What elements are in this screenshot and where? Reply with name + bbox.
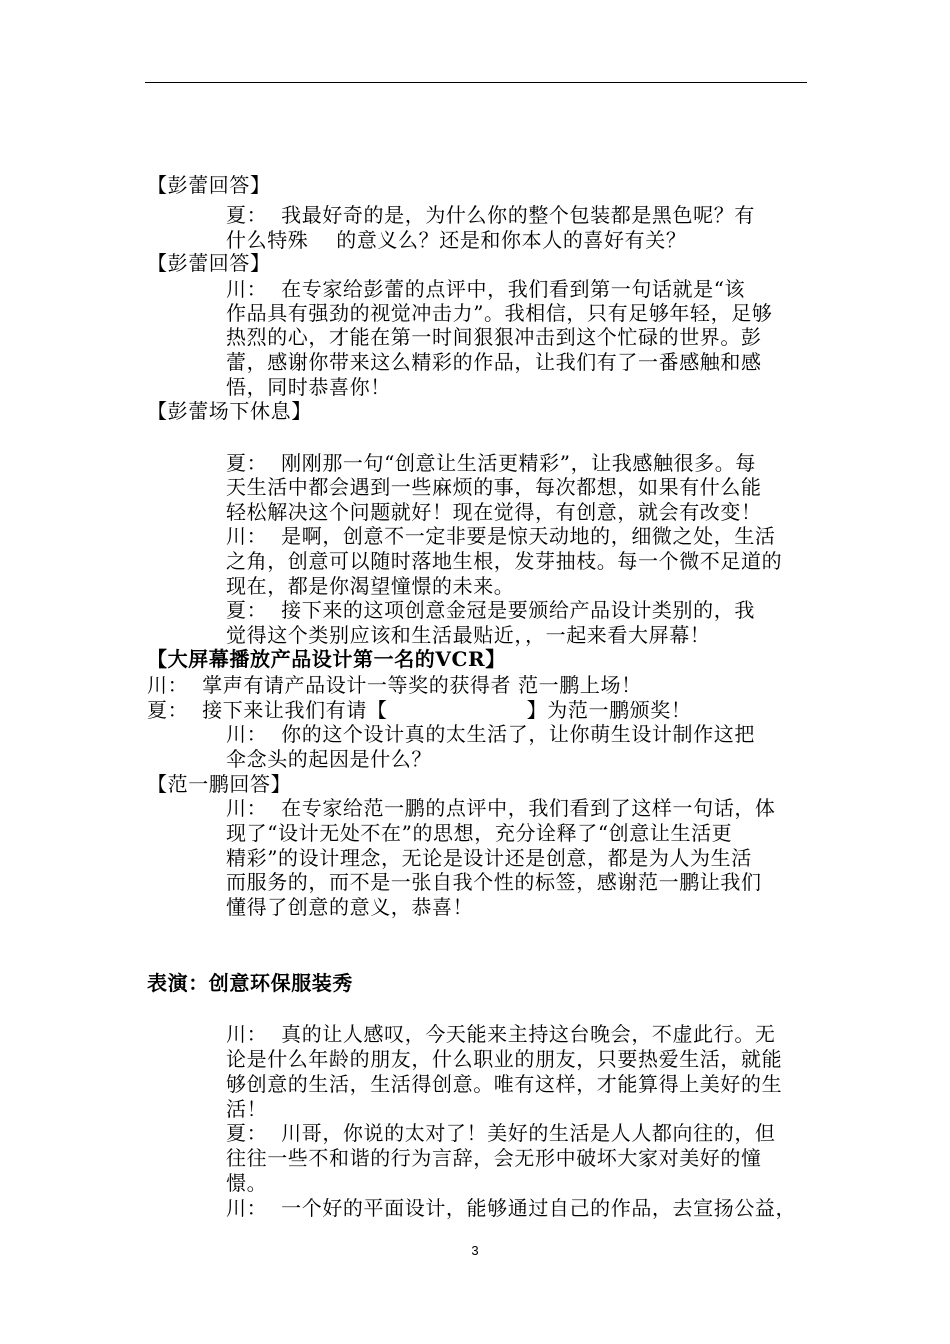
dialogue-line: 往往一些不和谐的行为言辞，会无形中破坏大家对美好的憧	[226, 1146, 762, 1170]
dialogue-line: 川： 真的让人感叹，今天能来主持这台晚会，不虚此行。无	[226, 1022, 776, 1046]
dialogue-line: 作品具有强劲的视觉冲击力”。我相信，只有足够年轻，足够	[226, 301, 773, 325]
dialogue-line: 川： 掌声有请产品设计一等奖的获得者 范一鹏上场！	[147, 673, 642, 697]
dialogue-line: 够创意的生活，生活得创意。唯有这样，才能算得上美好的生	[226, 1072, 783, 1096]
dialogue-line: 川： 是啊，创意不一定非要是惊天动地的，细微之处，生活	[226, 524, 776, 548]
dialogue-line: 夏： 川哥，你说的太对了！美好的生活是人人都向往的，但	[226, 1121, 776, 1145]
dialogue-line: 蕾，感谢你带来这么精彩的作品，让我们有了一番感触和感	[226, 350, 762, 374]
dialogue-line: 川： 在专家给范一鹏的点评中，我们看到了这样一句话，体	[226, 796, 776, 820]
dialogue-line: 轻松解决这个问题就好！现在觉得，有创意，就会有改变！	[226, 500, 762, 524]
dialogue-line: 什么特殊 的意义么？还是和你本人的喜好有关？	[226, 228, 687, 252]
dialogue-line: 论是什么年龄的朋友，什么职业的朋友，只要热爱生活，就能	[226, 1047, 783, 1071]
dialogue-line: 夏： 接下来让我们有请【 】为范一鹏颁奖！	[147, 698, 692, 722]
dialogue-line: 天生活中都会遇到一些麻烦的事，每次都想，如果有什么能	[226, 475, 762, 499]
dialogue-line: 川： 在专家给彭蕾的点评中，我们看到第一句话就是“该	[226, 277, 746, 301]
stage-direction: 【彭蕾回答】	[147, 173, 271, 197]
dialogue-line: 现了“设计无处不在”的思想，充分诠释了“创意让生活更	[226, 821, 733, 845]
dialogue-line: 热烈的心，才能在第一时间狠狠冲击到这个忙碌的世界。彭	[226, 325, 762, 349]
section-heading: 表演：创意环保服装秀	[147, 971, 353, 995]
stage-direction-vcr: 【大屏幕播放产品设计第一名的VCR】	[147, 647, 506, 671]
dialogue-line: 而服务的，而不是一张自我个性的标签，感谢范一鹏让我们	[226, 870, 762, 894]
dialogue-line: 悟，同时恭喜你！	[226, 375, 391, 399]
dialogue-line: 憬。	[226, 1171, 268, 1195]
dialogue-line: 夏： 我最好奇的是，为什么你的整个包装都是黑色呢？有	[226, 203, 755, 227]
dialogue-line: 川： 你的这个设计真的太生活了，让你萌生设计制作这把	[226, 722, 755, 746]
stage-direction: 【彭蕾回答】	[147, 251, 271, 275]
dialogue-line: 之角，创意可以随时落地生根，发芽抽枝。每一个微不足道的	[226, 549, 783, 573]
dialogue-line: 川： 一个好的平面设计，能够通过自己的作品，去宣扬公益，	[226, 1196, 797, 1220]
stage-direction: 【范一鹏回答】	[147, 772, 292, 796]
page-number: 3	[471, 1243, 479, 1258]
header-rule	[145, 82, 807, 83]
dialogue-line: 夏： 刚刚那一句“创意让生活更精彩”，让我感触很多。每	[226, 451, 756, 475]
dialogue-line: 现在，都是你渴望憧憬的未来。	[226, 574, 515, 598]
stage-direction: 【彭蕾场下休息】	[147, 399, 312, 423]
dialogue-line: 伞念头的起因是什么？	[226, 747, 432, 771]
dialogue-line: 活！	[226, 1097, 268, 1121]
dialogue-line: 觉得这个类别应该和生活最贴近，，一起来看大屏幕！	[226, 623, 711, 647]
dialogue-line: 懂得了创意的意义，恭喜！	[226, 895, 474, 919]
dialogue-line: 精彩”的设计理念，无论是设计还是创意，都是为人为生活	[226, 846, 752, 870]
dialogue-line: 夏： 接下来的这项创意金冠是要颁给产品设计类别的，我	[226, 598, 755, 622]
